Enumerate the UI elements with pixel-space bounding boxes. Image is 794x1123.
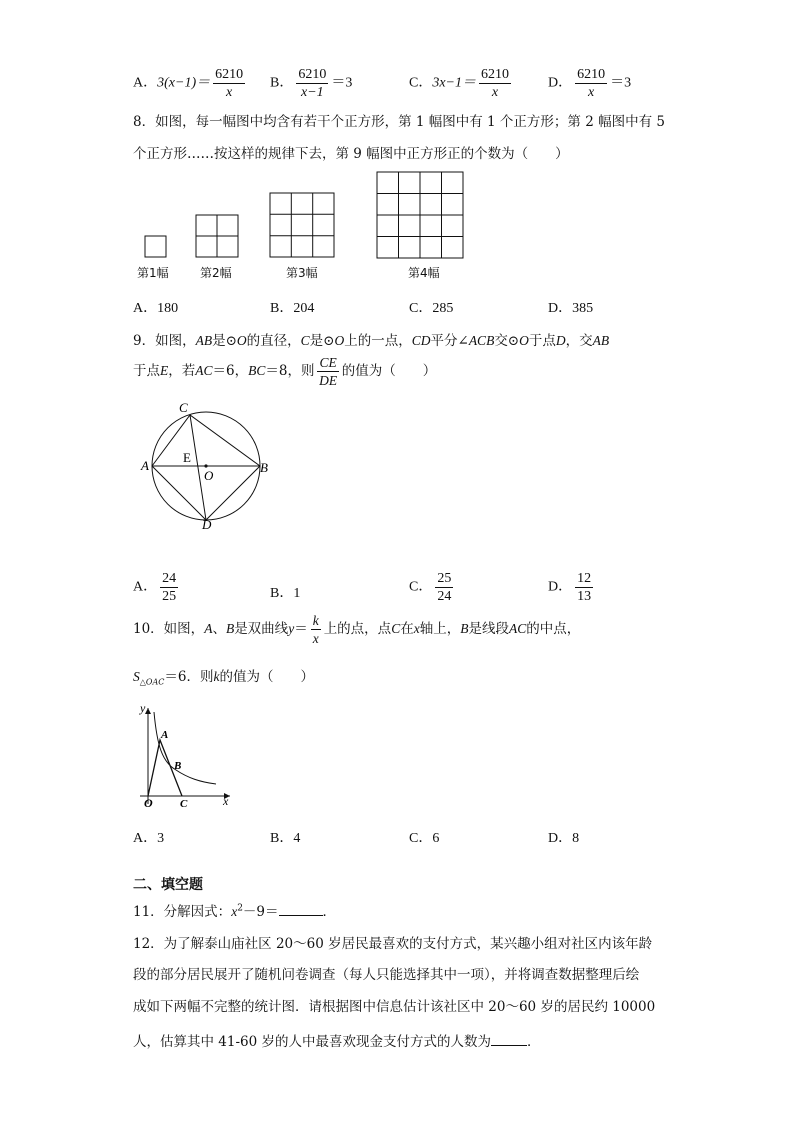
figure-3-caption: 第3幅 bbox=[286, 266, 318, 280]
q10-stem-line2: $S_{\triangle OAC}=6$．则k的值为（ ） bbox=[133, 669, 314, 687]
q9-option-d: D． $\frac{12}{13}$ bbox=[548, 571, 592, 604]
figure-3-grid bbox=[270, 193, 334, 257]
q8-option-b: B．204 bbox=[270, 301, 315, 316]
figure-2-caption: 第2幅 bbox=[200, 266, 232, 280]
section-title: 二、填空题 bbox=[133, 877, 203, 893]
q7-option-c: C．3x−1＝ $\frac{6210}{x}$ bbox=[409, 67, 510, 100]
q10-stem-line1: 10．如图，A、B是双曲线y＝ $\frac{k}{x}$ 上的点，点C在x轴上，B是线段AC的中点， bbox=[133, 613, 581, 646]
q9-stem-line2: 于点E，若AC＝6，BC＝8，则 $\frac{CE}{DE}$ 的值为（ ） bbox=[133, 355, 437, 388]
q9-option-b: B．1 bbox=[270, 586, 301, 601]
q12-line4: 人，估算其中 41-60 岁的人中最喜欢现金支付方式的人数为 ． bbox=[133, 1034, 541, 1050]
figure-4-caption: 第4幅 bbox=[408, 266, 440, 280]
q12-line1: 12．为了解泰山庙社区 20～60 岁居民最喜欢的支付方式，某兴趣小组对社区内该年龄 bbox=[133, 936, 653, 952]
figure-4-grid bbox=[377, 172, 463, 258]
figure-1-grid bbox=[145, 236, 166, 257]
label-c: C bbox=[180, 798, 188, 810]
label-d: D bbox=[202, 517, 212, 532]
label-o: O bbox=[144, 796, 153, 810]
q11-answer-blank[interactable] bbox=[279, 903, 323, 916]
label-y: y bbox=[140, 701, 146, 715]
q7-option-a: A．3(x−1)＝ $\frac{6210}{x}$ bbox=[133, 67, 244, 100]
label-x: x bbox=[223, 794, 229, 808]
label-b: B bbox=[260, 460, 268, 475]
q8-stem-line2: 个正方形……按这样的规律下去，第 9 幅图中正方形正的个数为（ ） bbox=[133, 146, 569, 162]
q12-line3: 成如下两幅不完整的统计图．请根据图中信息估计该社区中 20～60 岁的居民约 10000 bbox=[133, 999, 656, 1015]
q11-question: 11．分解因式：$x^2-9=$ ． bbox=[133, 903, 337, 920]
q8-stem-line1: 8．如图，每一幅图中均含有若干个正方形，第 1 幅图中有 1 个正方形；第 2 幅图中有 5 bbox=[133, 114, 665, 130]
q9-circle-diagram bbox=[138, 398, 278, 534]
q9-stem-line1: 9．如图，AB是⊙O的直径，C是⊙O上的一点，CD平分∠ACB交⊙O于点D，交AB bbox=[133, 333, 610, 349]
q8-option-c: C．285 bbox=[409, 301, 454, 316]
figure-1-caption: 第1幅 bbox=[137, 266, 169, 280]
label-o: O bbox=[204, 468, 214, 483]
label-a: A bbox=[141, 458, 149, 473]
q10-option-a: A．3 bbox=[133, 831, 165, 846]
q9-option-a: A． $\frac{24}{25}$ bbox=[133, 571, 177, 604]
q9-option-c: C． $\frac{25}{24}$ bbox=[409, 571, 452, 604]
q12-line2: 段的部分居民展开了随机问卷调查（每人只能选择其中一项），并将调查数据整理后绘 bbox=[133, 967, 640, 983]
q7-option-d: D． $\frac{6210}{x}$ ＝3 bbox=[548, 67, 632, 100]
triangle-acb bbox=[152, 415, 260, 466]
q10-option-c: C．6 bbox=[409, 831, 440, 846]
q12-answer-blank[interactable] bbox=[491, 1033, 527, 1046]
q10-option-b: B．4 bbox=[270, 831, 301, 846]
q8-option-a: A．180 bbox=[133, 301, 179, 316]
label-c: C bbox=[179, 400, 188, 415]
figure-2-grid bbox=[196, 215, 238, 257]
label-b: B bbox=[174, 760, 182, 772]
q8-option-d: D．385 bbox=[548, 301, 594, 316]
label-e: E bbox=[183, 450, 191, 465]
q7-option-b: B． $\frac{6210}{x-1}$ ＝3 bbox=[270, 67, 353, 100]
label-a: A bbox=[161, 729, 169, 741]
q10-option-d: D．8 bbox=[548, 831, 580, 846]
q10-hyperbola-diagram bbox=[130, 700, 240, 812]
